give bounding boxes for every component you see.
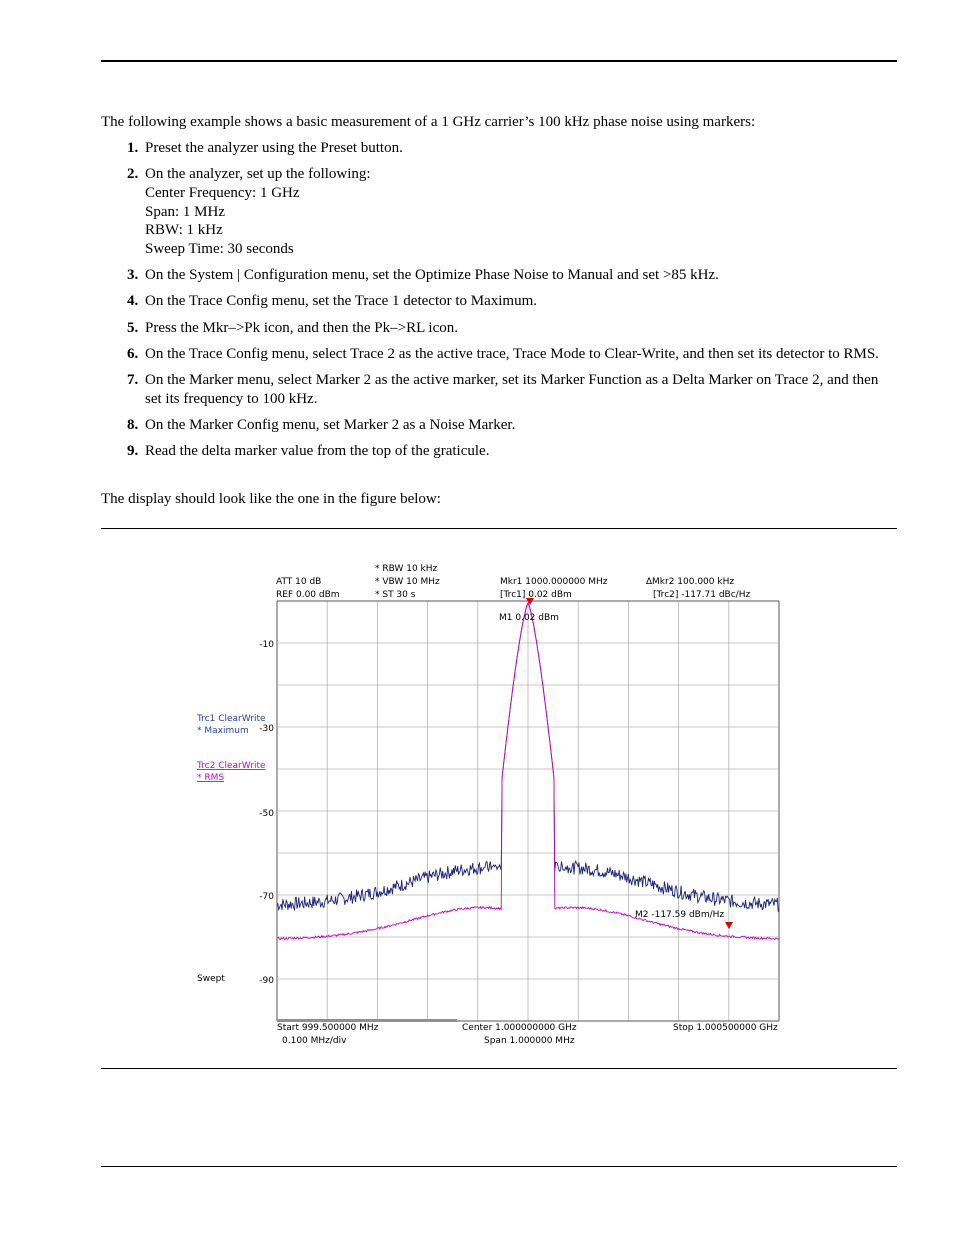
procedure-step (101, 345, 897, 364)
trace-1-detector-label: * Maximum (197, 726, 249, 736)
y-tick-label: -30 (259, 724, 274, 734)
delta-marker-2-level: [Trc2] -117.71 dBc/Hz (653, 590, 751, 600)
step-text: Press the Mkr–>Pk icon, and then the Pk–>RL icon. (145, 319, 459, 336)
sweep-time-readout: * ST 30 s (375, 590, 416, 600)
step-number: 8. (127, 416, 139, 433)
step-number: 4. (127, 293, 139, 310)
step-text: Preset the analyzer using the Preset button. (145, 140, 403, 156)
trace-2-detector-label: * RMS (197, 773, 225, 783)
step-setting: Sweep Time: 30 seconds (145, 241, 294, 258)
y-tick-label: -10 (259, 640, 274, 650)
figure-bottom-rule (101, 1068, 897, 1069)
marker-1-frequency: Mkr1 1000.000000 MHz (500, 577, 608, 587)
step-number: 6. (127, 345, 139, 362)
step-setting: RBW: 1 kHz (145, 222, 223, 239)
y-tick-label: -90 (259, 976, 274, 986)
swept-indicator: Swept (197, 974, 225, 984)
trace-1-mode-label: Trc1 ClearWrite (197, 714, 266, 724)
procedure-step (101, 319, 897, 338)
step-number: 5. (127, 319, 139, 336)
procedure-step (101, 165, 897, 259)
step-text: On the System | Configuration menu, set the Optimize Phase Noise to Manual and set >85 kHz. (145, 267, 719, 284)
graticule (277, 601, 779, 1021)
header-rule (101, 60, 897, 62)
step-number: 9. (127, 443, 139, 460)
procedure-step (101, 371, 897, 408)
step-number: 3. (127, 267, 139, 284)
step-number: 7. (127, 372, 139, 389)
rbw-readout: * RBW 10 kHz (375, 564, 438, 574)
step-text: On the Trace Config menu, set the Trace 1 detector to Maximum. (145, 293, 538, 310)
start-frequency: Start 999.500000 MHz (277, 1023, 379, 1033)
marker-1-level: [Trc1] 0.02 dBm (500, 590, 572, 600)
step-number: 1. (127, 140, 139, 156)
step-setting: Center Frequency: 1 GHz (145, 184, 300, 201)
figure-top-rule (101, 528, 897, 529)
stop-frequency: Stop 1.000500000 GHz (673, 1023, 778, 1033)
step-text: On the analyzer, set up the following: (145, 166, 371, 183)
span-readout: Span 1.000000 MHz (484, 1036, 575, 1046)
vbw-readout: * VBW 10 MHz (375, 577, 440, 587)
procedure-step (101, 139, 897, 158)
att-readout: ATT 10 dB (276, 577, 322, 587)
marker-1-label: M1 0.02 dBm (499, 613, 559, 623)
step-text: On the Trace Config menu, select Trace 2 as the active trace, Trace Mode to Clear-Write, and then set its detector to RMS. (145, 345, 879, 362)
procedure-step (101, 442, 897, 461)
display-note: The display should look like the one in the figure below: (101, 491, 441, 507)
frequency-per-division: 0.100 MHz/div (282, 1036, 347, 1046)
step-text: On the Marker menu, select Marker 2 as the active marker, set its Marker Function as a Delta Marker on Trace 2, and then set its frequency to 100 kHz. (145, 372, 879, 407)
marker-2 (725, 922, 733, 929)
intro-paragraph: The following example shows a basic measurement of a 1 GHz carrier’s 100 kHz phase noise using markers: (101, 114, 756, 130)
step-number: 2. (127, 166, 139, 183)
trace-2-mode-label: Trc2 ClearWrite (197, 761, 266, 771)
center-frequency: Center 1.000000000 GHz (462, 1023, 577, 1033)
ref-readout: REF 0.00 dBm (276, 590, 340, 600)
marker-2-label: M2 -117.59 dBm/Hz (635, 910, 725, 920)
footer-rule (101, 1166, 897, 1167)
sweep-progress-bar (277, 1019, 457, 1022)
procedure-step (101, 292, 897, 311)
step-text: Read the delta marker value from the top of the graticule. (145, 443, 490, 460)
analyzer-screen-figure (190, 552, 790, 1052)
analyzer-screen (190, 552, 790, 1052)
procedure-step (101, 416, 897, 435)
step-setting: Span: 1 MHz (145, 203, 225, 220)
procedure-step (101, 266, 897, 285)
y-tick-label: -70 (259, 892, 274, 902)
procedure-steps (101, 139, 897, 468)
step-text: On the Marker Config menu, set Marker 2 as a Noise Marker. (145, 416, 516, 433)
y-tick-label: -50 (259, 809, 274, 819)
delta-marker-2-frequency: ∆Mkr2 100.000 kHz (646, 577, 735, 587)
